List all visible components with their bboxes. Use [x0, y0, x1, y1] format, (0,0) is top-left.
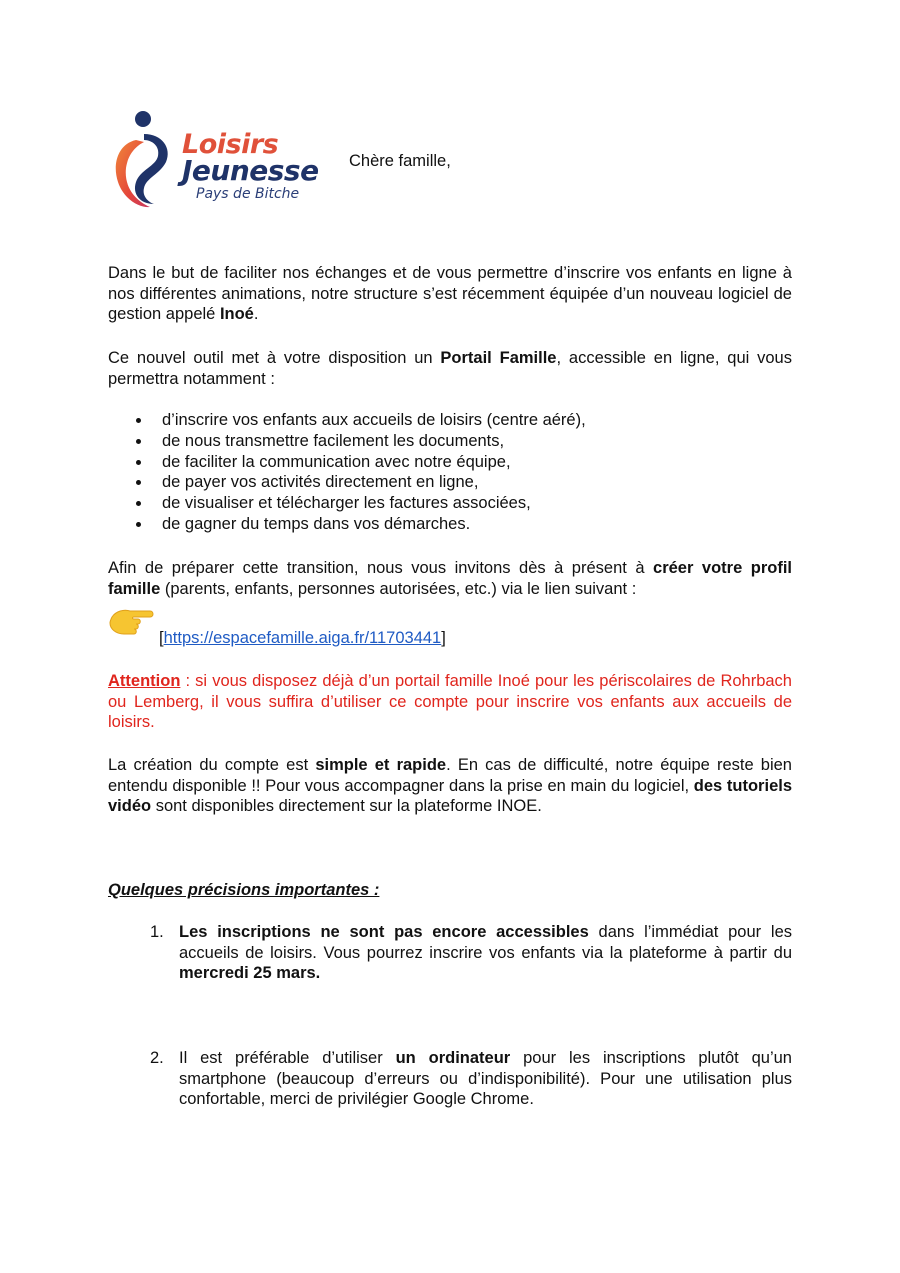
portail-text-1: Ce nouvel outil met à votre disposition un [108, 349, 441, 367]
portail-text-2: , accessible en ligne, qui vous permettra notamment : [108, 349, 792, 388]
item-number: 2. [150, 1049, 164, 1067]
link-bracket-close: ] [441, 629, 446, 647]
item-text [179, 922, 792, 984]
attention-text: : si vous disposez déjà d’un portail famille Inoé pour les périscolaires de Rohrbach ou Lemberg, il vous suffira d’utiliser ce compte pour inscrire vos enfants aux accueils de loisirs. [108, 672, 792, 731]
logo-text-pays: Pays de Bitche [196, 186, 300, 202]
intro-bold-inoe: Inoé [219, 305, 254, 323]
profil-bold: créer votre profil famille [108, 559, 792, 598]
list-item: de visualiser et télécharger les factures associées, [108, 493, 792, 514]
item-text-part: Il est préférable d’utiliser [179, 1049, 396, 1067]
portail-bold: Portail Famille [440, 349, 557, 367]
creation-text-1: La création du compte est [108, 756, 316, 774]
feature-list [108, 410, 792, 535]
item-text [179, 1048, 792, 1110]
item-bold: Les inscriptions ne sont pas encore accessibles [179, 923, 589, 941]
list-item: de payer vos activités directement en ligne, [108, 472, 792, 493]
logo [110, 108, 335, 212]
intro-text-1: Dans le but de faciliter nos échanges et de vous permettre d’inscrire vos enfants en ligne à nos différentes animations, notre structure s’est récemment équipée d’un nouveau logiciel de gestion appelé [108, 264, 792, 323]
list-item: de faciliter la communication avec notre équipe, [108, 452, 792, 473]
creation-text-2: . En cas de difficulté, notre équipe reste bien entendu disponible !! Pour vous accompagner dans la prise en main du logiciel, [108, 756, 792, 795]
greeting: Chère famille, [349, 152, 451, 170]
pointing-hand-icon [108, 603, 154, 639]
creation-bold-2: des tutoriels vidéo [108, 776, 793, 815]
intro-text-2: . [253, 305, 259, 323]
item-text-part: dans l’immédiat pour les accueils de loisirs. Vous pourrez inscrire vos enfants via la plateforme à partir du [179, 923, 792, 962]
list-item: d’inscrire vos enfants aux accueils de loisirs (centre aéré), [108, 410, 792, 431]
attention-label: Attention [108, 672, 181, 690]
profil-paragraph [108, 558, 792, 599]
item-bold-date: mercredi 25 mars. [179, 964, 321, 982]
espace-famille-link[interactable]: https://espacefamille.aiga.fr/11703441 [163, 629, 442, 647]
profil-text-1: Afin de préparer cette transition, nous vous invitons dès à présent à [108, 559, 654, 577]
link-bracket-open: [ [159, 629, 164, 647]
attention-paragraph [108, 671, 792, 733]
item-bold: un ordinateur [395, 1049, 511, 1067]
link-line [159, 628, 446, 649]
creation-paragraph [108, 755, 792, 817]
item-number: 1. [150, 923, 164, 941]
item-text-part: pour les inscriptions plutôt qu’un smartphone (beaucoup d’erreurs ou d’indisponibilité). Pour une utilisation plus confortable, merci de privilégier Google Chrome. [179, 1049, 792, 1108]
logo-text-jeunesse: Jeunesse [182, 154, 319, 187]
logo-text-loisirs: Loisirs [182, 129, 279, 160]
logo-mark-icon [110, 108, 182, 212]
creation-bold-1: simple et rapide [315, 756, 447, 774]
intro-paragraph [108, 263, 792, 325]
list-item: de nous transmettre facilement les documents, [108, 431, 792, 452]
profil-text-2: (parents, enfants, personnes autorisées, etc.) via le lien suivant : [160, 579, 637, 598]
creation-text-3: sont disponibles directement sur la plateforme INOE. [151, 797, 542, 815]
portail-paragraph [108, 348, 792, 389]
section-title: Quelques précisions importantes : [108, 881, 380, 899]
list-item: de gagner du temps dans vos démarches. [108, 514, 792, 535]
